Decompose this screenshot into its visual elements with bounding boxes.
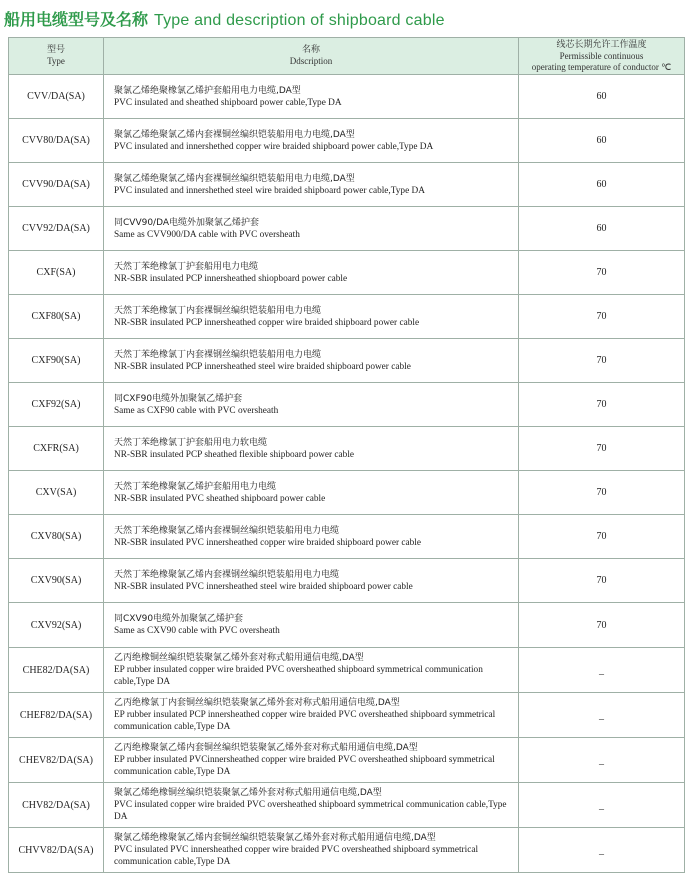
cell-description [104, 119, 519, 163]
description-en: Same as CXV90 cable with PVC oversheath [114, 626, 280, 636]
table-row [9, 828, 685, 873]
cell-description [104, 251, 519, 295]
description-en: NR-SBR insulated PVC sheathed shipboard power cable [114, 493, 326, 504]
table-row [9, 603, 685, 648]
cell-temperature: _ [519, 828, 685, 873]
cell-temperature: 70 [519, 339, 685, 383]
table-row [9, 207, 685, 251]
table-row [9, 783, 685, 828]
cell-description [104, 471, 519, 515]
description-en: EP rubber insulated PVCinnersheathed copper wire braided PVC oversheathed shipboard symmetrical communication cable,Type DA [114, 755, 495, 777]
column-header-type-en: Type [47, 56, 65, 66]
cell-temperature: 60 [519, 163, 685, 207]
cell-description [104, 427, 519, 471]
description-en: PVC insulated and innershethed copper wire braided shipboard power cable,Type DA [114, 141, 434, 152]
cell-type: CXV80(SA) [9, 515, 104, 559]
cell-description [104, 75, 519, 119]
table-row [9, 738, 685, 783]
cell-type: CHVV82/DA(SA) [9, 828, 104, 873]
cell-temperature: _ [519, 738, 685, 783]
cell-type: CXF90(SA) [9, 339, 104, 383]
cell-temperature: 60 [519, 75, 685, 119]
column-header-type [9, 38, 104, 75]
description-cn: 同CXF90电缆外加聚氯乙烯护套 [114, 393, 243, 404]
description-cn: 聚氯乙烯绝聚橡氯乙烯护套船用电力电缆,DA型 [114, 85, 301, 96]
description-en: NR-SBR insulated PVC innersheathed steel wire braided shipboard power cable [114, 581, 413, 592]
cell-description [104, 559, 519, 603]
cell-type: CXV92(SA) [9, 603, 104, 648]
description-cn: 天然丁苯绝橡氯丁护套船用电力软电缆 [114, 437, 268, 448]
table-row [9, 515, 685, 559]
description-cn: 聚氯乙烯绝聚氯乙烯内套裸铜丝编织铠装船用电力电缆,DA型 [114, 173, 355, 184]
cell-description [104, 207, 519, 251]
cell-temperature: 70 [519, 251, 685, 295]
cell-type: CHEF82/DA(SA) [9, 693, 104, 738]
cell-description [104, 738, 519, 783]
description-en: EP rubber insulated copper wire braided PVC oversheathed shipboard symmetrical communication cable,Type DA [114, 665, 483, 687]
cell-temperature: 70 [519, 471, 685, 515]
cell-type: CXFR(SA) [9, 427, 104, 471]
description-en: EP rubber insulated PCP innersheathed copper wire braided PVC oversheathed shipboard symmetrical communication cable,Type DA [114, 710, 496, 732]
cell-type: CHV82/DA(SA) [9, 783, 104, 828]
cell-type: CXF92(SA) [9, 383, 104, 427]
description-cn: 天然丁苯绝橡聚氯乙烯内套裸铜丝编织铠装船用电力电缆 [114, 525, 340, 536]
column-header-temperature-en2: operating temperature of conductor ℃ [531, 61, 672, 72]
cell-temperature: _ [519, 648, 685, 693]
cell-description [104, 828, 519, 873]
description-en: NR-SBR insulated PCP innersheathed shiopboard power cable [114, 273, 348, 284]
description-cn: 聚氯乙烯绝橡铜丝编织铠装聚氯乙烯外套对称式船用通信电缆,DA型 [114, 788, 382, 798]
description-en: PVC insulated and innershethed steel wire braided shipboard power cable,Type DA [114, 185, 425, 196]
cell-description [104, 693, 519, 738]
page-title-chinese: 船用电缆型号及名称 [4, 10, 149, 29]
cell-description [104, 648, 519, 693]
description-en: PVC insulated copper wire braided PVC oversheathed shipboard symmetrical communication cable,Type DA [114, 800, 507, 822]
page-title-english: Type and description of shipboard cable [154, 12, 445, 29]
column-header-description-en: Ddscription [289, 56, 333, 66]
cell-description [104, 783, 519, 828]
cell-temperature: 70 [519, 603, 685, 648]
cell-type: CVV92/DA(SA) [9, 207, 104, 251]
table-row [9, 693, 685, 738]
description-cn: 天然丁苯绝橡氯丁内套裸铜丝编织铠装船用电力电缆 [114, 305, 322, 316]
cell-description [104, 603, 519, 648]
table-row [9, 383, 685, 427]
cell-description [104, 163, 519, 207]
cable-spec-table [8, 37, 685, 873]
cell-type: CVV90/DA(SA) [9, 163, 104, 207]
cell-description [104, 339, 519, 383]
description-cn: 天然丁苯绝橡聚氯乙烯内套裸钢丝编织铠装船用电力电缆 [114, 569, 340, 580]
description-cn: 天然丁苯绝橡氯丁护套船用电力电缆 [114, 261, 259, 272]
description-en: NR-SBR insulated PVC innersheathed copper wire braided shipboard power cable [114, 537, 421, 548]
description-cn: 同CXV90电缆外加聚氯乙烯护套 [114, 614, 244, 624]
description-cn: 乙丙绝橡聚氯乙烯内套铜丝编织铠装聚氯乙烯外套对称式船用通信电缆,DA型 [114, 743, 418, 753]
description-cn: 聚氯乙烯绝聚氯乙烯内套裸铜丝编织铠装船用电力电缆,DA型 [114, 129, 355, 140]
description-cn: 乙丙绝橡铜丝编织铠装聚氯乙烯外套对称式船用通信电缆,DA型 [114, 653, 364, 663]
page-title [4, 8, 445, 32]
column-header-temperature [519, 38, 685, 75]
cell-description [104, 515, 519, 559]
table-row [9, 251, 685, 295]
description-cn: 同CVV90/DA电缆外加聚氯乙烯护套 [114, 217, 260, 228]
cell-temperature: 60 [519, 119, 685, 163]
cell-type: CXF(SA) [9, 251, 104, 295]
cell-type: CVV80/DA(SA) [9, 119, 104, 163]
column-header-description [104, 38, 519, 75]
cell-type: CHE82/DA(SA) [9, 648, 104, 693]
description-en: Same as CVV900/DA cable with PVC oversheath [114, 229, 300, 240]
description-en: NR-SBR insulated PCP innersheathed copper wire braided shipboard power cable [114, 317, 420, 328]
description-cn: 乙丙绝橡氯丁内套铜丝编织铠装聚氯乙烯外套对称式船用通信电缆,DA型 [114, 698, 400, 708]
table-row [9, 75, 685, 119]
table-row [9, 163, 685, 207]
column-header-type-cn: 型号 [46, 45, 65, 55]
table-row [9, 471, 685, 515]
table-row [9, 559, 685, 603]
cell-temperature: _ [519, 693, 685, 738]
cell-type: CXF80(SA) [9, 295, 104, 339]
table-row [9, 427, 685, 471]
description-en: NR-SBR insulated PCP sheathed flexible shipboard power cable [114, 449, 355, 460]
cell-description [104, 383, 519, 427]
table-row [9, 119, 685, 163]
description-en: PVC insulated PVC innersheathed copper wire braided PVC oversheathed shipboard symmetrical communication cable,Type DA [114, 845, 479, 867]
table-row [9, 339, 685, 383]
cell-temperature: 60 [519, 207, 685, 251]
cell-temperature: 70 [519, 295, 685, 339]
table-row [9, 295, 685, 339]
description-en: PVC insulated and sheathed shipboard power cable,Type DA [114, 97, 342, 108]
description-en: NR-SBR insulated PCP innersheathed steel wire braided shipboard power cable [114, 361, 411, 372]
cell-temperature: 70 [519, 515, 685, 559]
column-header-description-cn: 名称 [301, 45, 320, 55]
cell-type: CXV(SA) [9, 471, 104, 515]
description-en: Same as CXF90 cable with PVC oversheath [114, 405, 279, 416]
table-header-row [9, 38, 685, 75]
cell-temperature: 70 [519, 383, 685, 427]
column-header-temperature-en1: Permissible continuous [559, 50, 644, 61]
cell-type: CHEV82/DA(SA) [9, 738, 104, 783]
cell-type: CXV90(SA) [9, 559, 104, 603]
cell-description [104, 295, 519, 339]
description-cn: 天然丁苯绝橡聚氯乙烯护套船用电力电缆 [114, 481, 277, 492]
description-cn: 聚氯乙烯绝橡聚氯乙烯内套铜丝编织铠装聚氯乙烯外套对称式船用通信电缆,DA型 [114, 833, 436, 843]
cell-temperature: _ [519, 783, 685, 828]
column-header-temperature-cn: 线芯长期允许工作温度 [556, 39, 647, 50]
description-cn: 天然丁苯绝橡氯丁内套裸钢丝编织铠装船用电力电缆 [114, 349, 322, 360]
cell-type: CVV/DA(SA) [9, 75, 104, 119]
cell-temperature: 70 [519, 427, 685, 471]
table-row [9, 648, 685, 693]
cell-temperature: 70 [519, 559, 685, 603]
